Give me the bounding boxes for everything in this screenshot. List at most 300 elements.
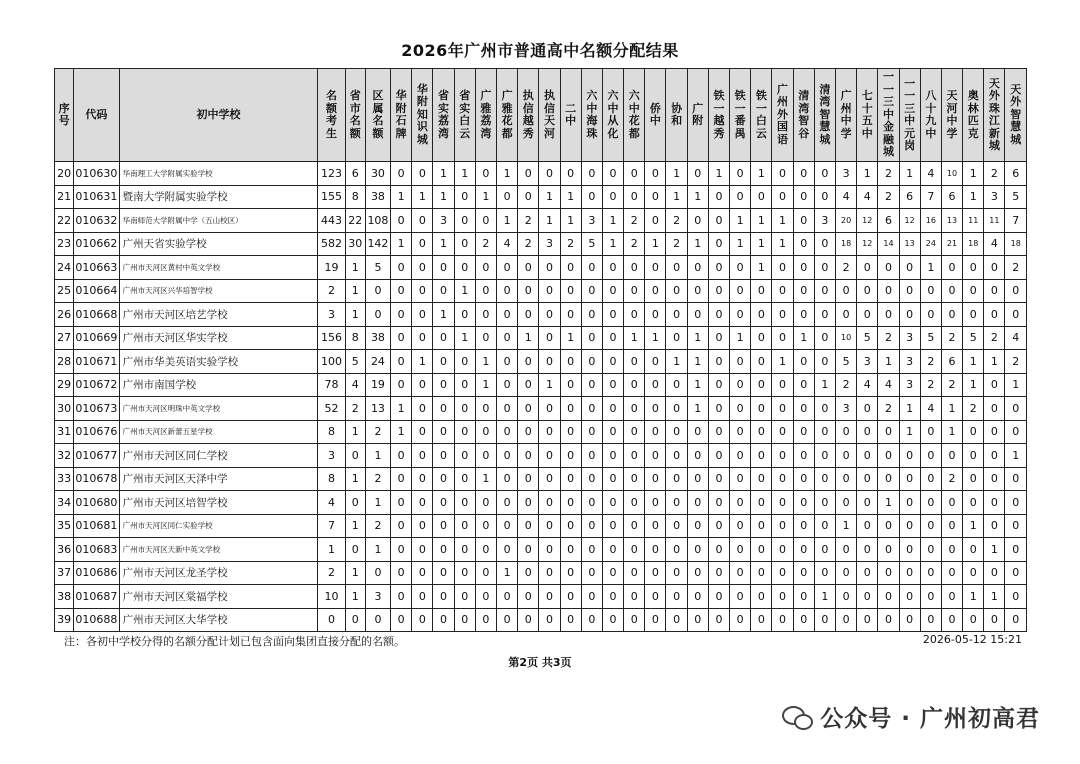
cell-value: 0 (391, 326, 412, 350)
cell-value: 0 (984, 608, 1005, 632)
cell-value: 0 (878, 420, 899, 444)
cell-value: 2 (1005, 350, 1027, 374)
cell-value: 0 (581, 326, 602, 350)
cell-value: 0 (539, 491, 560, 515)
cell-value: 0 (730, 350, 751, 374)
cell-value: 0 (878, 444, 899, 468)
cell-value: 0 (454, 185, 475, 209)
cell-value: 38 (365, 326, 390, 350)
cell-value: 0 (751, 185, 772, 209)
cell-value: 0 (772, 162, 793, 186)
cell-value: 1 (496, 561, 517, 585)
header-col-17 (687, 69, 708, 162)
cell-value: 0 (941, 303, 962, 327)
cell-value: 0 (984, 420, 1005, 444)
table-row (55, 514, 1027, 538)
cell-value: 0 (560, 256, 581, 280)
header-col-0 (318, 69, 345, 162)
cell-value: 3 (365, 585, 390, 609)
header-col-0-label: 名额考生 (326, 89, 338, 140)
cell-value: 0 (666, 303, 687, 327)
cell-value: 4 (1005, 326, 1027, 350)
cell-value: 0 (518, 303, 539, 327)
cell-value: 0 (496, 585, 517, 609)
cell-value: 4 (835, 185, 856, 209)
cell-value: 5 (920, 326, 941, 350)
table-row (55, 420, 1027, 444)
cell-value: 0 (645, 397, 666, 421)
cell-value: 0 (687, 209, 708, 233)
cell-value: 0 (345, 444, 365, 468)
cell-value: 1 (772, 350, 793, 374)
cell-seq: 34 (55, 491, 74, 515)
cell-value: 0 (581, 373, 602, 397)
cell-value: 0 (602, 585, 623, 609)
cell-school: 广州市南国学校 (119, 373, 318, 397)
cell-value: 1 (345, 303, 365, 327)
cell-value: 0 (687, 303, 708, 327)
cell-value: 0 (878, 279, 899, 303)
cell-seq: 32 (55, 444, 74, 468)
cell-value: 0 (941, 561, 962, 585)
header-col-19 (730, 69, 751, 162)
cell-code: 010677 (74, 444, 119, 468)
cell-value: 0 (602, 185, 623, 209)
cell-value: 0 (793, 209, 814, 233)
cell-value: 0 (984, 491, 1005, 515)
header-col-21 (772, 69, 793, 162)
cell-value: 1 (560, 326, 581, 350)
cell-value: 0 (984, 444, 1005, 468)
cell-value: 0 (602, 467, 623, 491)
cell-code: 010662 (74, 232, 119, 256)
cell-value: 0 (963, 256, 984, 280)
cell-value: 8 (318, 420, 345, 444)
cell-seq: 37 (55, 561, 74, 585)
cell-value: 0 (835, 585, 856, 609)
cell-value: 0 (391, 585, 412, 609)
cell-value: 18 (1005, 232, 1027, 256)
cell-value: 0 (624, 350, 645, 374)
cell-value: 2 (518, 209, 539, 233)
cell-value: 0 (624, 444, 645, 468)
cell-value: 0 (666, 420, 687, 444)
header-col-28 (920, 69, 941, 162)
cell-value: 0 (814, 514, 835, 538)
cell-value: 1 (666, 162, 687, 186)
cell-value: 0 (560, 397, 581, 421)
cell-value: 1 (687, 185, 708, 209)
cell-value: 0 (602, 162, 623, 186)
cell-value: 1 (365, 538, 390, 562)
cell-value: 0 (857, 420, 878, 444)
cell-value: 0 (518, 491, 539, 515)
cell-value: 4 (318, 491, 345, 515)
cell-value: 0 (496, 350, 517, 374)
cell-value: 0 (814, 326, 835, 350)
cell-value: 3 (539, 232, 560, 256)
cell-value: 0 (687, 420, 708, 444)
cell-value: 0 (391, 279, 412, 303)
cell-school: 广州市天河区培智学校 (119, 491, 318, 515)
cell-value: 0 (899, 585, 920, 609)
header-col-24 (835, 69, 856, 162)
cell-seq: 24 (55, 256, 74, 280)
cell-value: 19 (318, 256, 345, 280)
table-row (55, 608, 1027, 632)
cell-school: 广州市天河区明珠中英文学校 (119, 397, 318, 421)
header-col-31 (984, 69, 1005, 162)
header-seq (55, 69, 74, 162)
cell-seq: 30 (55, 397, 74, 421)
cell-value: 0 (454, 538, 475, 562)
cell-value: 0 (518, 444, 539, 468)
cell-value: 0 (730, 303, 751, 327)
cell-value: 0 (793, 232, 814, 256)
table-row (55, 444, 1027, 468)
cell-value: 0 (835, 538, 856, 562)
cell-value: 0 (496, 514, 517, 538)
cell-code: 010683 (74, 538, 119, 562)
cell-value: 1 (878, 491, 899, 515)
cell-value: 0 (793, 185, 814, 209)
cell-value: 0 (772, 326, 793, 350)
cell-value: 0 (433, 373, 454, 397)
cell-value: 0 (751, 514, 772, 538)
cell-school: 暨南大学附属实验学校 (119, 185, 318, 209)
cell-value: 0 (539, 420, 560, 444)
cell-value: 0 (412, 256, 433, 280)
cell-value: 0 (666, 279, 687, 303)
cell-value: 0 (1005, 467, 1027, 491)
cell-school: 广州市天河区大华学校 (119, 608, 318, 632)
table-row (55, 373, 1027, 397)
cell-value: 0 (708, 303, 729, 327)
cell-value: 0 (730, 256, 751, 280)
cell-value: 0 (475, 514, 496, 538)
cell-value: 0 (920, 561, 941, 585)
cell-value: 1 (496, 209, 517, 233)
cell-value: 0 (878, 561, 899, 585)
cell-value: 0 (687, 608, 708, 632)
cell-value: 3 (899, 350, 920, 374)
cell-school: 广州市天河区兴华培智学校 (119, 279, 318, 303)
cell-value: 1 (391, 397, 412, 421)
cell-code: 010681 (74, 514, 119, 538)
header-col-10 (539, 69, 560, 162)
cell-value: 0 (793, 538, 814, 562)
cell-seq: 39 (55, 608, 74, 632)
cell-value: 0 (433, 444, 454, 468)
cell-value: 0 (708, 350, 729, 374)
cell-value: 0 (751, 585, 772, 609)
header-code (74, 69, 119, 162)
cell-value: 0 (878, 608, 899, 632)
cell-value: 0 (857, 303, 878, 327)
cell-value: 3 (318, 303, 345, 327)
cell-value: 0 (391, 303, 412, 327)
cell-value: 0 (645, 279, 666, 303)
cell-value: 0 (518, 279, 539, 303)
cell-value: 0 (708, 279, 729, 303)
cell-value: 0 (602, 350, 623, 374)
cell-value: 0 (539, 608, 560, 632)
cell-value: 0 (835, 561, 856, 585)
cell-value: 0 (708, 420, 729, 444)
cell-value: 0 (793, 397, 814, 421)
cell-value: 1 (345, 514, 365, 538)
cell-value: 0 (645, 373, 666, 397)
cell-value: 0 (433, 538, 454, 562)
cell-value: 1 (345, 467, 365, 491)
cell-value: 0 (454, 232, 475, 256)
cell-value: 5 (345, 350, 365, 374)
cell-value: 0 (539, 538, 560, 562)
cell-value: 0 (708, 209, 729, 233)
cell-code: 010632 (74, 209, 119, 233)
header-col-7 (475, 69, 496, 162)
cell-value: 0 (539, 256, 560, 280)
cell-code: 010671 (74, 350, 119, 374)
table-row (55, 397, 1027, 421)
header-col-25 (857, 69, 878, 162)
header-col-25-label: 七十五中 (861, 89, 873, 140)
cell-value: 1 (412, 185, 433, 209)
cell-value: 0 (984, 397, 1005, 421)
cell-value: 52 (318, 397, 345, 421)
cell-value: 2 (666, 232, 687, 256)
cell-value: 0 (793, 467, 814, 491)
cell-code: 010688 (74, 608, 119, 632)
cell-code: 010680 (74, 491, 119, 515)
cell-value: 0 (666, 397, 687, 421)
cell-value: 2 (835, 256, 856, 280)
cell-value: 0 (730, 373, 751, 397)
cell-value: 0 (391, 444, 412, 468)
table-row (55, 303, 1027, 327)
cell-seq: 35 (55, 514, 74, 538)
cell-value: 0 (857, 608, 878, 632)
cell-value: 0 (687, 561, 708, 585)
cell-value: 0 (412, 232, 433, 256)
cell-code: 010631 (74, 185, 119, 209)
cell-value: 0 (433, 585, 454, 609)
header-col-4-label: 华附知识城 (416, 82, 428, 146)
cell-value: 0 (560, 303, 581, 327)
cell-value: 1 (984, 350, 1005, 374)
cell-value: 0 (345, 491, 365, 515)
cell-value: 0 (899, 561, 920, 585)
cell-value: 0 (433, 256, 454, 280)
cell-value: 1 (772, 232, 793, 256)
header-col-9 (518, 69, 539, 162)
cell-value: 0 (984, 561, 1005, 585)
cell-value: 0 (391, 538, 412, 562)
header-col-30 (963, 69, 984, 162)
cell-value: 0 (645, 185, 666, 209)
cell-value: 8 (318, 467, 345, 491)
cell-value: 1 (602, 232, 623, 256)
cell-value: 0 (751, 397, 772, 421)
cell-value: 0 (920, 538, 941, 562)
cell-value: 0 (581, 444, 602, 468)
header-col-32-label: 天外智慧城 (1010, 82, 1022, 146)
cell-value: 2 (624, 232, 645, 256)
cell-value: 2 (878, 185, 899, 209)
header-seq-label: 序号 (58, 101, 70, 127)
cell-value: 0 (687, 538, 708, 562)
table-row (55, 585, 1027, 609)
cell-value: 0 (602, 514, 623, 538)
cell-value: 2 (835, 373, 856, 397)
cell-value: 0 (857, 585, 878, 609)
cell-value: 0 (624, 373, 645, 397)
table-row (55, 209, 1027, 233)
cell-value: 1 (454, 279, 475, 303)
cell-value: 1 (920, 256, 941, 280)
cell-value: 0 (602, 256, 623, 280)
cell-value: 0 (454, 491, 475, 515)
cell-value: 0 (1005, 491, 1027, 515)
cell-value: 0 (496, 303, 517, 327)
cell-value: 1 (814, 585, 835, 609)
header-col-29-label: 天河中学 (946, 89, 958, 140)
cell-value: 0 (751, 350, 772, 374)
cell-value: 0 (814, 420, 835, 444)
cell-value: 0 (963, 561, 984, 585)
cell-school: 广州市天河区黄村中英文学校 (119, 256, 318, 280)
cell-value: 1 (941, 420, 962, 444)
cell-value: 1 (963, 514, 984, 538)
cell-value: 0 (318, 608, 345, 632)
cell-value: 0 (878, 467, 899, 491)
cell-value: 142 (365, 232, 390, 256)
cell-value: 0 (560, 373, 581, 397)
cell-value: 0 (454, 397, 475, 421)
cell-value: 0 (454, 561, 475, 585)
cell-value: 0 (602, 397, 623, 421)
cell-value: 0 (899, 467, 920, 491)
cell-value: 11 (963, 209, 984, 233)
cell-value: 0 (772, 585, 793, 609)
table-row (55, 162, 1027, 186)
cell-value: 0 (666, 444, 687, 468)
cell-value: 4 (345, 373, 365, 397)
cell-value: 1 (518, 326, 539, 350)
cell-value: 0 (708, 185, 729, 209)
cell-value: 1 (433, 303, 454, 327)
cell-seq: 25 (55, 279, 74, 303)
cell-value: 24 (365, 350, 390, 374)
cell-value: 0 (687, 256, 708, 280)
cell-value: 0 (539, 561, 560, 585)
cell-value: 0 (560, 420, 581, 444)
cell-value: 6 (345, 162, 365, 186)
cell-value: 0 (475, 279, 496, 303)
cell-value: 1 (963, 350, 984, 374)
cell-value: 0 (412, 467, 433, 491)
cell-value: 18 (835, 232, 856, 256)
cell-value: 1 (539, 209, 560, 233)
cell-value: 0 (857, 514, 878, 538)
cell-value: 0 (518, 185, 539, 209)
cell-code: 010678 (74, 467, 119, 491)
cell-value: 1 (391, 420, 412, 444)
cell-value: 0 (433, 326, 454, 350)
cell-value: 0 (687, 514, 708, 538)
cell-value: 0 (581, 185, 602, 209)
cell-value: 3 (899, 373, 920, 397)
cell-value: 0 (751, 608, 772, 632)
cell-value: 0 (539, 467, 560, 491)
cell-value: 0 (708, 397, 729, 421)
cell-value: 0 (645, 491, 666, 515)
cell-value: 0 (645, 303, 666, 327)
cell-value: 0 (708, 538, 729, 562)
cell-value: 13 (899, 232, 920, 256)
cell-value: 0 (412, 420, 433, 444)
cell-value: 0 (581, 279, 602, 303)
cell-value: 0 (708, 232, 729, 256)
cell-value: 10 (835, 326, 856, 350)
cell-value: 0 (708, 608, 729, 632)
cell-value: 1 (941, 397, 962, 421)
cell-value: 0 (475, 561, 496, 585)
cell-value: 2 (318, 561, 345, 585)
cell-code: 010669 (74, 326, 119, 350)
cell-value: 0 (835, 279, 856, 303)
header-col-12 (581, 69, 602, 162)
cell-value: 2 (1005, 256, 1027, 280)
cell-value: 0 (602, 444, 623, 468)
cell-value: 0 (984, 279, 1005, 303)
cell-value: 0 (624, 279, 645, 303)
cell-code: 010672 (74, 373, 119, 397)
cell-value: 3 (857, 350, 878, 374)
header-col-17-label: 广附 (692, 101, 704, 127)
cell-value: 3 (433, 209, 454, 233)
cell-value: 1 (730, 209, 751, 233)
cell-value: 0 (751, 467, 772, 491)
cell-value: 0 (475, 444, 496, 468)
cell-value: 18 (963, 232, 984, 256)
cell-value: 0 (518, 514, 539, 538)
cell-value: 0 (391, 491, 412, 515)
header-col-12-label: 六中海珠 (586, 89, 598, 140)
cell-value: 0 (814, 232, 835, 256)
cell-value: 0 (814, 561, 835, 585)
cell-value: 0 (941, 538, 962, 562)
cell-value: 0 (539, 585, 560, 609)
cell-value: 1 (475, 350, 496, 374)
cell-value: 1 (345, 561, 365, 585)
cell-value: 0 (666, 326, 687, 350)
cell-value: 5 (857, 326, 878, 350)
cell-value: 123 (318, 162, 345, 186)
cell-value: 10 (318, 585, 345, 609)
cell-value: 0 (433, 397, 454, 421)
header-col-27 (899, 69, 920, 162)
cell-value: 0 (412, 561, 433, 585)
cell-value: 0 (963, 444, 984, 468)
cell-value: 0 (666, 585, 687, 609)
cell-value: 0 (475, 162, 496, 186)
cell-value: 38 (365, 185, 390, 209)
cell-seq: 23 (55, 232, 74, 256)
cell-value: 0 (433, 608, 454, 632)
cell-value: 0 (772, 444, 793, 468)
cell-value: 108 (365, 209, 390, 233)
